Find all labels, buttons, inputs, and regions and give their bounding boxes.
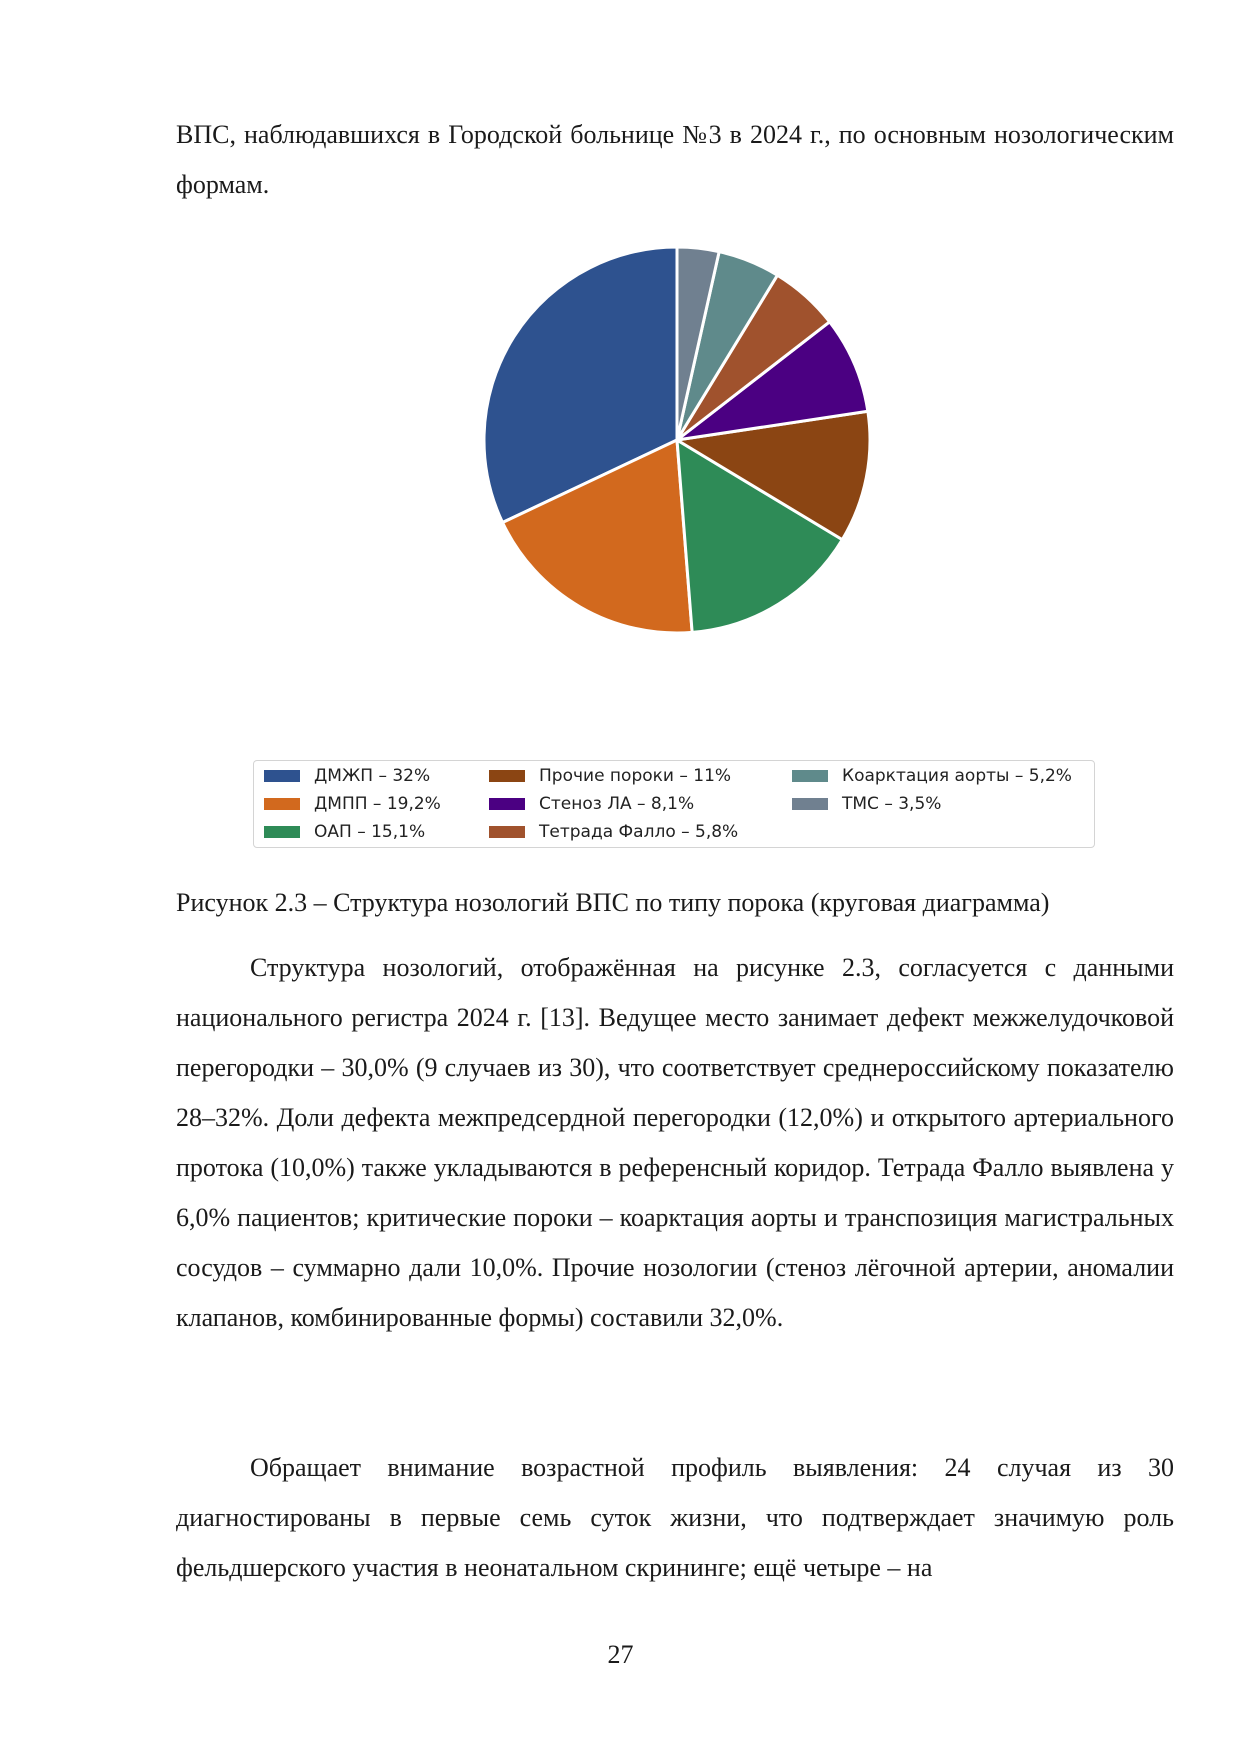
legend-swatch bbox=[264, 770, 300, 782]
legend-label: ДМЖП – 32% bbox=[314, 766, 431, 786]
legend-swatch bbox=[489, 770, 525, 782]
legend-item-3 bbox=[264, 821, 425, 843]
legend-label: ТМС – 3,5% bbox=[842, 794, 942, 814]
legend-item-7 bbox=[792, 765, 1072, 787]
legend-item-6 bbox=[489, 821, 738, 843]
legend-item-8 bbox=[792, 793, 941, 815]
figure-caption: Рисунок 2.3 – Структура нозологий ВПС по типу порока (круговая диаграмма) bbox=[176, 888, 1050, 917]
legend-label: Тетрада Фалло – 5,8% bbox=[539, 822, 739, 842]
legend-swatch bbox=[792, 798, 828, 810]
legend-swatch bbox=[489, 826, 525, 838]
chart-legend bbox=[253, 760, 1095, 848]
legend-item-4 bbox=[489, 765, 731, 787]
pie-chart bbox=[0, 0, 1241, 860]
legend-item-1 bbox=[264, 765, 430, 787]
legend-label: ДМПП – 19,2% bbox=[314, 794, 441, 814]
legend-item-2 bbox=[264, 793, 441, 815]
body-paragraph-1: Структура нозологий, отображённая на рисунке 2.3, согласуется с данными национального регистра 2024 г. [13]. Ведущее место занимает дефект межжелудочковой перегородки – 30,0% (9 случаев из 30), что соответствует среднероссийскому показателю 28–32%. Доли дефекта межпредсердной перегородки (12,0%) и открытого артериального протока (10,0%) также укладываются в референсный коридор. Тетрада Фалло выявлена у 6,0% пациентов; критические пороки – коарктация аорты и транспозиция магистральных сосудов – суммарно дали 10,0%. Прочие нозологии (стеноз лёгочной артерии, аномалии клапанов, комбинированные формы) составили 32,0%. bbox=[176, 953, 1174, 1332]
legend-label: ОАП – 15,1% bbox=[314, 822, 426, 842]
legend-swatch bbox=[264, 826, 300, 838]
intro-paragraph: ВПС, наблюдавшихся в Городской больнице №3 в 2024 г., по основным нозологическим формам. bbox=[176, 120, 1174, 199]
body-paragraph-2: Обращает внимание возрастной профиль выявления: 24 случая из 30 диагностированы в первые семь суток жизни, что подтверждает значимую роль фельдшерского участия в неонатальном скрининге; ещё четыре – на bbox=[176, 1453, 1174, 1582]
legend-swatch bbox=[489, 798, 525, 810]
legend-label: Прочие пороки – 11% bbox=[539, 766, 732, 786]
page-number: 27 bbox=[607, 1640, 634, 1669]
legend-swatch bbox=[264, 798, 300, 810]
legend-label: Стеноз ЛА – 8,1% bbox=[539, 794, 695, 814]
legend-label: Коарктация аорты – 5,2% bbox=[842, 766, 1072, 786]
legend-item-5 bbox=[489, 793, 694, 815]
legend-swatch bbox=[792, 770, 828, 782]
